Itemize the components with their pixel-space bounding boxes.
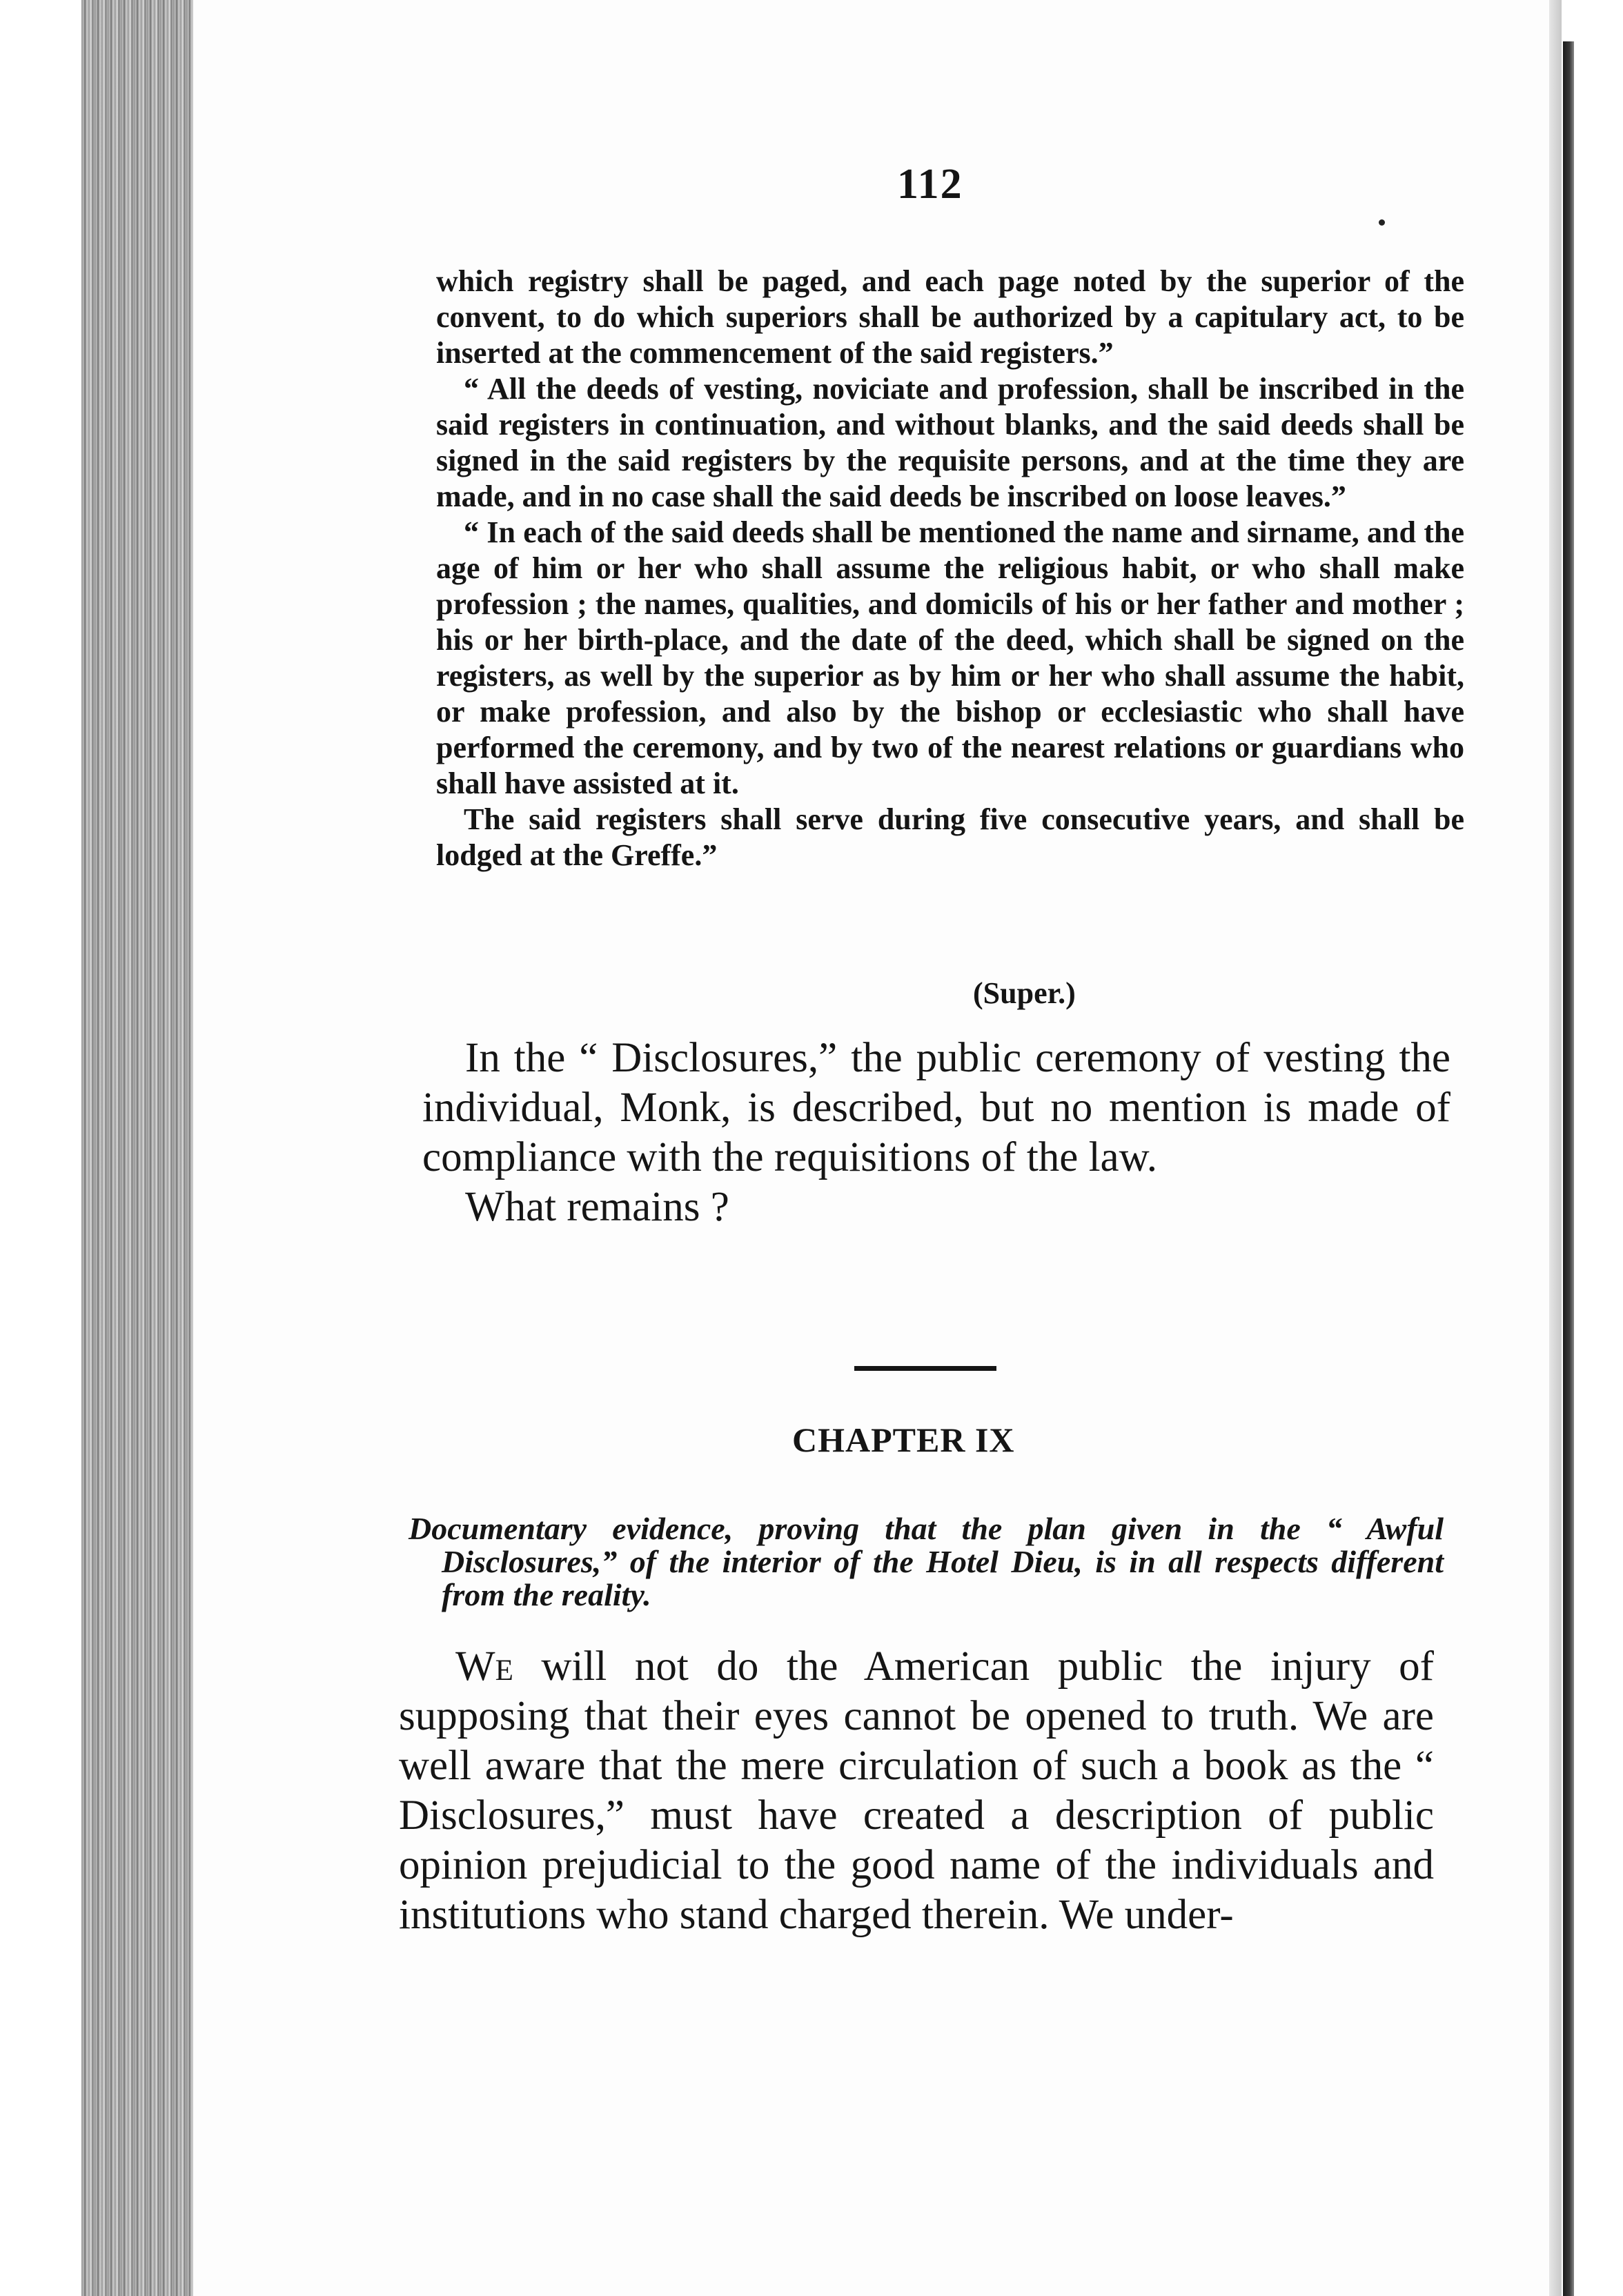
body-paragraph: In the “ Disclosures,” the public ceremony of vesting the individual, Monk, is described, but no mention is made of compliance with the requisitions of the law. bbox=[422, 1035, 1450, 1180]
scan-left-margin bbox=[0, 0, 83, 2296]
section-divider bbox=[854, 1366, 996, 1371]
body-paragraph: What remains ? bbox=[465, 1184, 729, 1230]
next-page-edge bbox=[1549, 0, 1562, 2296]
opening-text: will not do the American public the injury of supposing that their eyes cannot be opened to truth. We are well aware that the mere circulation of such a book as the “ Disclosures,” must have created a description of public opinion prejudicial to the good name of the individuals and institutions who stand charged therein. We under- bbox=[399, 1643, 1434, 1938]
book-page-edges bbox=[81, 0, 192, 2296]
page-number: 112 bbox=[897, 161, 963, 208]
body-text bbox=[422, 1033, 1450, 1232]
chapter-summary bbox=[409, 1512, 1444, 1612]
quote-paragraph: The said registers shall serve during five consecutive years, and shall be lodged at the Greffe.” bbox=[436, 802, 1464, 872]
quote-paragraph: “ All the deeds of vesting, noviciate and profession, shall be inscribed in the said registers in continuation, and without blanks, and the said deeds shall be signed in the said registers by the requisite persons, and at the time they are made, and in no case shall the said deeds be inscribed on loose leaves.” bbox=[436, 372, 1464, 513]
chapter-paragraph bbox=[399, 1642, 1434, 1940]
ink-speck bbox=[1379, 219, 1385, 226]
quote-paragraph: “ In each of the said deeds shall be mentioned the name and sirname, and the age of him or her who shall assume the religious habit, or who shall make profession ; the names, qualities, and domicils of his or her father and mother ; his or her birth-place, and the date of the deed, which shall be signed on the registers, as well by the superior as by him or her who shall assume the habit, or make profession, and also by the bishop or ecclesiastic who shall have performed the ceremony, and by two of the nearest relations or guardians who shall have assisted at it. bbox=[436, 515, 1464, 800]
binding-shadow bbox=[1563, 41, 1574, 2296]
chapter-summary-text: Documentary evidence, proving that the plan given in the “ Awful Disclosures,” of the interior of the Hotel Dieu, is in all respects different from the reality. bbox=[409, 1511, 1444, 1612]
scan-right-margin bbox=[1549, 0, 1623, 2296]
quoted-law-text bbox=[436, 264, 1464, 873]
quote-paragraph: which registry shall be paged, and each page noted by the superior of the convent, to do which superiors shall be authorized by a capitulary act, to be inserted at the commencement of the said registers.” bbox=[436, 264, 1464, 370]
opening-word: We bbox=[455, 1643, 513, 1690]
chapter-title: CHAPTER IX bbox=[792, 1421, 1015, 1459]
chapter-body bbox=[399, 1642, 1434, 1940]
quote-attribution: (Super.) bbox=[973, 976, 1076, 1010]
